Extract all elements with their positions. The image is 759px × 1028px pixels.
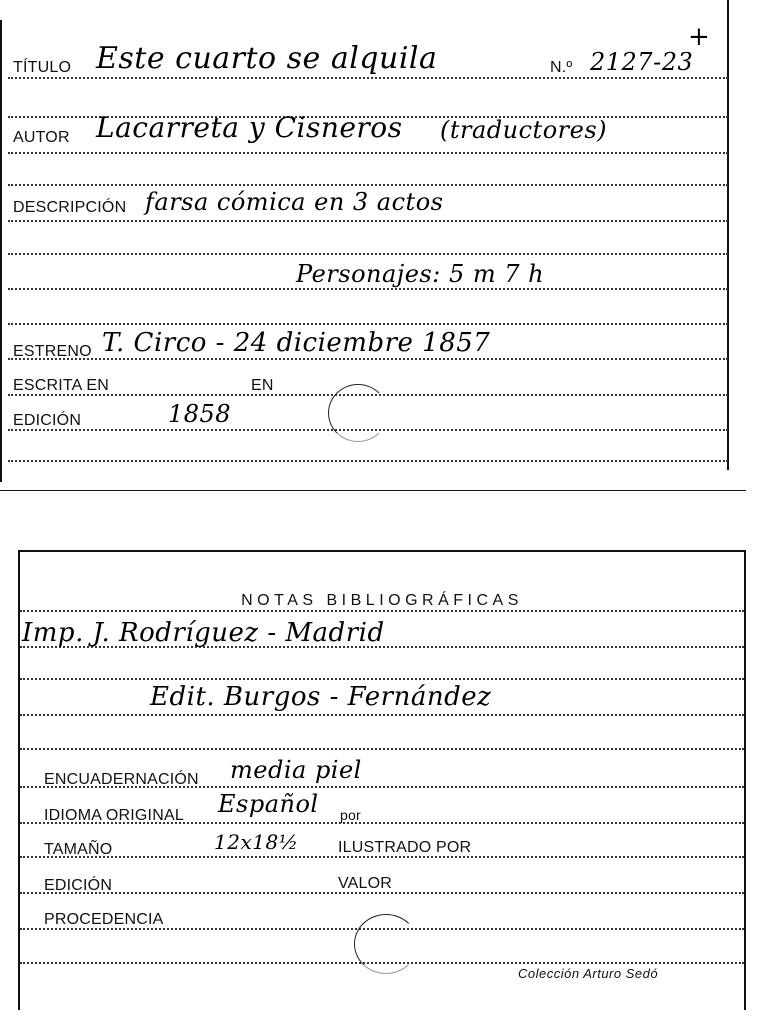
- rule-line: [20, 892, 744, 894]
- card-left-edge: [18, 550, 20, 1010]
- encuadernacion-label: ENCUADERNACIÓN: [44, 771, 199, 788]
- edicion-label: EDICIÓN: [13, 412, 82, 429]
- titulo-value: Este cuarto se alquila: [96, 41, 438, 76]
- idioma-value: Español: [218, 790, 319, 818]
- en-label: EN: [251, 377, 274, 394]
- punch-hole: [354, 914, 418, 974]
- rule-line: [8, 323, 728, 325]
- autor-value: Lacarreta y Cisneros: [96, 111, 403, 144]
- card-top-edge: [18, 550, 746, 552]
- valor-label: VALOR: [338, 875, 393, 892]
- rule-line: [8, 288, 728, 290]
- rule-line: [20, 748, 744, 750]
- rule-line: [8, 220, 728, 222]
- numero-label: N.º: [550, 59, 573, 76]
- estreno-value: T. Circo - 24 diciembre 1857: [102, 328, 491, 358]
- rule-line: [20, 714, 744, 716]
- edicion-label: EDICIÓN: [44, 877, 113, 894]
- procedencia-label: PROCEDENCIA: [44, 911, 164, 928]
- edicion-value: 1858: [168, 400, 232, 428]
- rule-line: [8, 253, 728, 255]
- rule-line: [8, 460, 728, 462]
- descripcion-value: farsa cómica en 3 actos: [145, 188, 444, 216]
- rule-line: [20, 610, 744, 612]
- punch-hole: [328, 384, 388, 442]
- card-left-edge: [0, 20, 2, 482]
- notes-line-1: Imp. J. Rodríguez - Madrid: [22, 618, 385, 648]
- rule-line: [20, 856, 744, 858]
- encuadernacion-value: media piel: [230, 756, 362, 784]
- estreno-label: ESTRENO: [13, 343, 92, 360]
- rule-line: [8, 184, 728, 186]
- card-bottom-edge: [0, 490, 746, 491]
- numero-value: 2127-23: [590, 48, 694, 76]
- idioma-label: IDIOMA ORIGINAL: [44, 807, 184, 824]
- rule-line: [8, 152, 728, 154]
- card-right-edge: [727, 0, 729, 470]
- por-label: por: [340, 807, 361, 823]
- descripcion-label: DESCRIPCIÓN: [13, 199, 127, 216]
- escrita-en-label: ESCRITA EN: [13, 377, 109, 394]
- autor-label: AUTOR: [13, 129, 70, 146]
- numero-plus-mark: +: [688, 22, 711, 52]
- autor-note: (traductores): [440, 116, 607, 144]
- catalog-card-notes: [18, 550, 746, 1010]
- card-right-edge: [744, 550, 746, 1010]
- titulo-label: TÍTULO: [13, 59, 72, 76]
- rule-line: [20, 678, 744, 680]
- catalog-card-main: [0, 0, 746, 492]
- notas-heading: NOTAS BIBLIOGRÁFICAS: [241, 592, 523, 609]
- tamano-label: TAMAÑO: [44, 841, 113, 858]
- rule-line: [8, 77, 728, 79]
- personajes-value: Personajes: 5 m 7 h: [296, 260, 545, 288]
- rule-line: [8, 358, 728, 360]
- tamano-value: 12x18½: [214, 830, 299, 854]
- notes-line-2: Edit. Burgos - Fernández: [150, 682, 492, 712]
- collection-stamp: Colección Arturo Sedó: [518, 966, 659, 981]
- ilustrado-label: ILUSTRADO POR: [338, 839, 472, 856]
